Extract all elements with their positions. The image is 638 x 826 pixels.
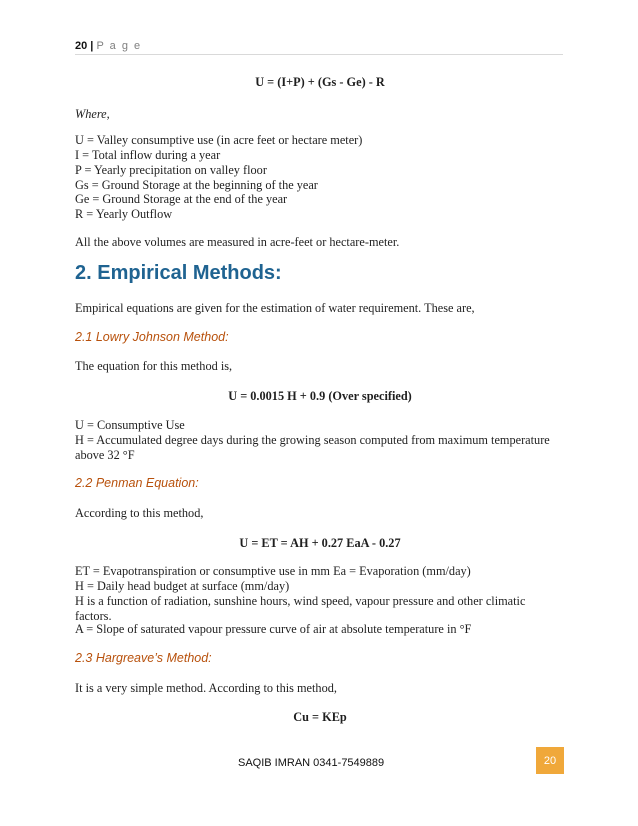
equation-penman: U = ET = AH + 0.27 EaA - 0.27 bbox=[239, 536, 401, 550]
definition-line: A = Slope of saturated vapour pressure curve of air at absolute temperature in °F bbox=[75, 622, 472, 636]
definition-line: Gs = Ground Storage at the beginning of the year bbox=[75, 178, 318, 192]
equation-valley-consumptive-use: U = (I+P) + (Gs - Ge) - R bbox=[255, 75, 385, 89]
paragraph-text: It is a very simple method. According to this method, bbox=[75, 681, 337, 695]
footer-page-badge: 20 bbox=[536, 747, 564, 774]
definition-line: H = Accumulated degree days during the growing season computed from maximum temperature above 32 °F bbox=[75, 433, 550, 462]
definition-line: R = Yearly Outflow bbox=[75, 207, 173, 221]
where-label: Where, bbox=[75, 107, 110, 121]
definition-line: ET = Evapotranspiration or consumptive use in mm Ea = Evaporation (mm/day) bbox=[75, 564, 471, 578]
volumes-note: All the above volumes are measured in acre-feet or hectare-meter. bbox=[75, 235, 400, 249]
paragraph-text: The equation for this method is, bbox=[75, 359, 233, 373]
subsection-heading-hargreave: 2.3 Hargreave’s Method: bbox=[75, 651, 212, 665]
footer-author: SAQIB IMRAN 0341-7549889 bbox=[238, 757, 385, 769]
header-page-label: P a g e bbox=[96, 40, 142, 52]
definition-line: H = Daily head budget at surface (mm/day) bbox=[75, 579, 290, 593]
definition-line: H is a function of radiation, sunshine hours, wind speed, vapour pressure and other climatic factors. bbox=[75, 594, 526, 623]
equation-hargreave: Cu = KEp bbox=[293, 710, 347, 724]
section-heading-empirical-methods: 2. Empirical Methods: bbox=[75, 262, 282, 284]
header-separator: | bbox=[87, 40, 97, 52]
definition-line: Ge = Ground Storage at the end of the year bbox=[75, 192, 288, 206]
page-header bbox=[75, 40, 563, 55]
definition-line: P = Yearly precipitation on valley floor bbox=[75, 163, 267, 177]
section-intro: Empirical equations are given for the estimation of water requirement. These are, bbox=[75, 301, 475, 315]
paragraph-text: According to this method, bbox=[75, 506, 204, 520]
equation-lowry-johnson: U = 0.0015 H + 0.9 (Over specified) bbox=[228, 389, 412, 403]
subsection-heading-penman: 2.2 Penman Equation: bbox=[75, 476, 199, 490]
definition-line: U = Valley consumptive use (in acre feet or hectare meter) bbox=[75, 133, 363, 147]
definition-line: I = Total inflow during a year bbox=[75, 148, 221, 162]
subsection-heading-lowry-johnson: 2.1 Lowry Johnson Method: bbox=[75, 330, 229, 344]
header-page-number: 20 bbox=[75, 40, 88, 52]
definition-line: U = Consumptive Use bbox=[75, 418, 185, 432]
